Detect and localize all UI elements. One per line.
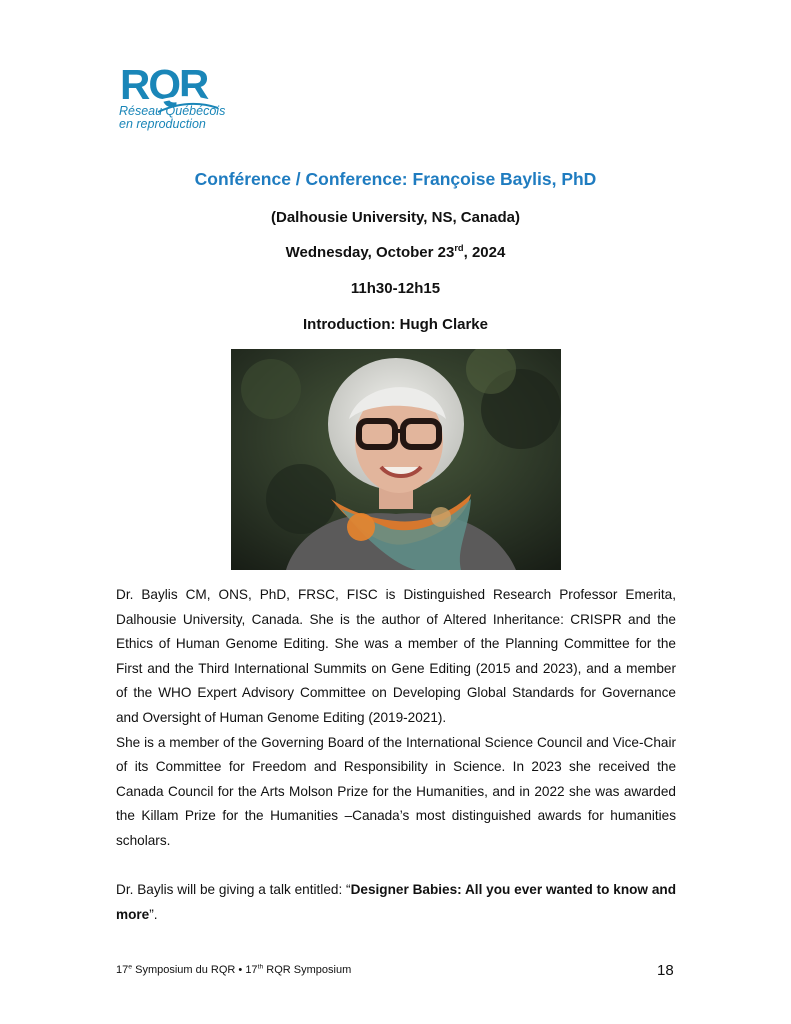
footer-sup1: e	[128, 963, 133, 971]
logo-subtitle-line1: Réseau Québécois	[119, 104, 226, 118]
conference-title: Conférence / Conference: Françoise Baylis, PhD	[194, 169, 597, 189]
logo-subtitle-line2: en reproduction	[119, 116, 206, 131]
speaker-biography	[116, 583, 676, 854]
speaker-photo	[231, 349, 561, 570]
conference-time: 11h30-12h15	[350, 280, 441, 297]
talk-outro: ”.	[149, 906, 158, 922]
date-main: Wednesday, October 23	[285, 244, 455, 261]
footer-part1: 17	[116, 964, 129, 976]
rqr-logo	[112, 62, 232, 134]
footer-part2: Symposium du RQR • 17	[132, 964, 258, 976]
footer-symposium	[116, 964, 351, 976]
bio-paragraph-2: She is a member of the Governing Board of the International Science Council and Vice-Chair of its Committee for Freedom and Responsibility in Science. In 2023 she received the Canada Council for the Arts Molson Prize for the Humanities, and in 2022 she was awarded the Killam Prize for the Humanities –Canada’s most distinguished awards for humanities scholars.	[116, 734, 676, 848]
footer-sup2: th	[257, 963, 264, 971]
date-year: , 2024	[463, 244, 506, 261]
talk-title: Designer Babies: All you ever wanted to know and more	[116, 882, 676, 922]
logo-subtitle	[119, 105, 225, 130]
bio-paragraph-1: Dr. Baylis CM, ONS, PhD, FRSC, FISC is Distinguished Research Professor Emerita, Dalhousie University, Canada. She is the author of Altered Inheritance: CRISPR and the Ethics of Human Genome Editing. She was a member of the Planning Committee for the First and the Third International Summits on Gene Editing (2015 and 2023), and a member of the WHO Expert Advisory Committee on Developing Global Standards for Governance and Oversight of Human Genome Editing (2019-2021).	[116, 587, 676, 725]
logo-acronym: RQR	[120, 61, 208, 108]
conference-date	[0, 244, 791, 261]
speaker-affiliation: (Dalhousie University, NS, Canada)	[271, 209, 520, 226]
introduction-line: Introduction: Hugh Clarke	[303, 316, 488, 333]
page-number: 18	[657, 962, 674, 979]
talk-announcement	[116, 878, 676, 927]
talk-intro: Dr. Baylis will be giving a talk entitled: “	[116, 882, 351, 897]
date-ordinal: rd	[454, 243, 464, 253]
portrait-image	[231, 349, 561, 570]
footer-part3: RQR Symposium	[263, 964, 352, 976]
